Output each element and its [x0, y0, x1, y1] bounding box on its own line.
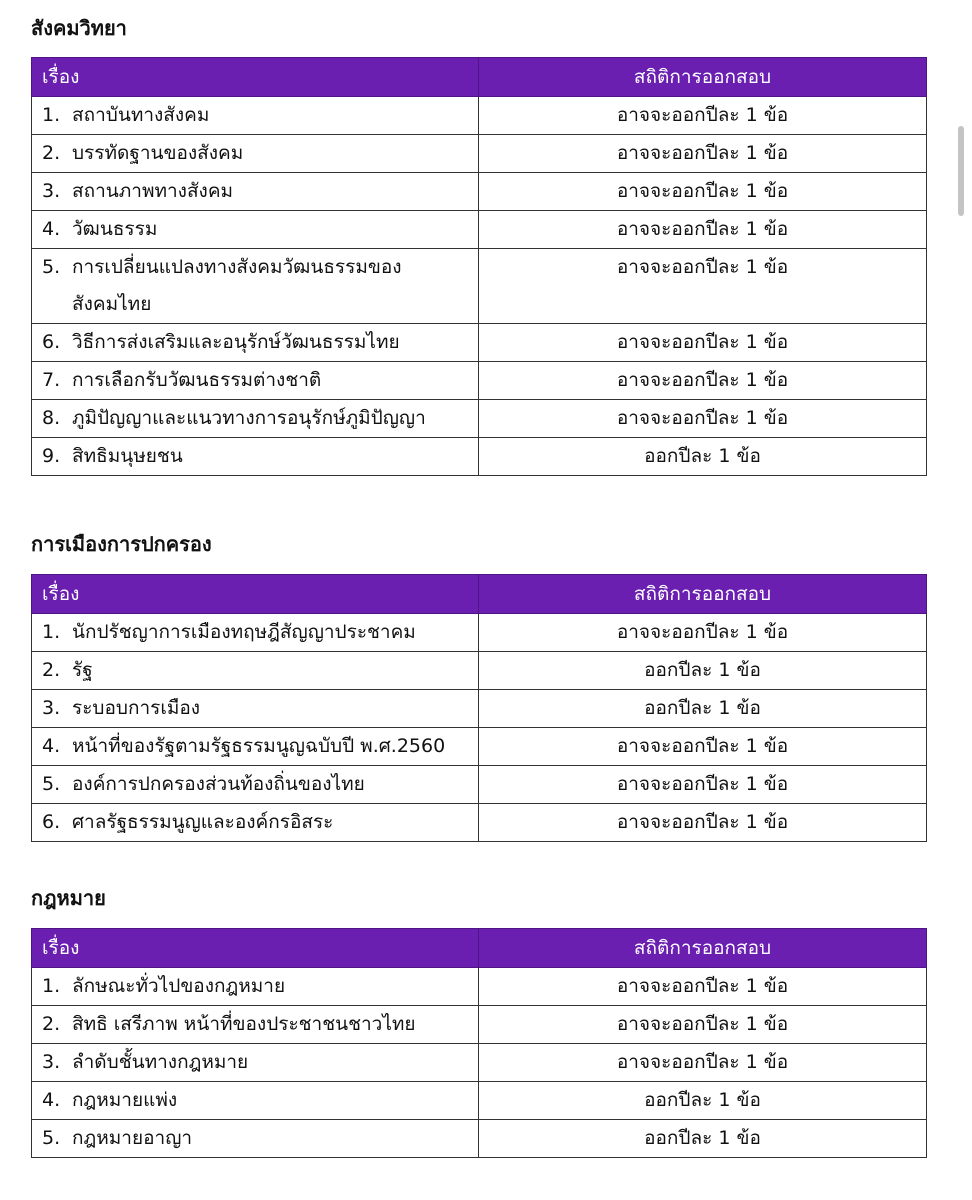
topic-cell [32, 652, 479, 690]
row-number: 4. [42, 735, 61, 757]
table-row [32, 652, 927, 690]
row-number: 8. [42, 407, 61, 429]
table-row [32, 804, 927, 842]
topic-text: ระบอบการเมือง [72, 697, 201, 719]
table-row [32, 728, 927, 766]
row-number: 6. [42, 811, 61, 833]
topic-cell [32, 135, 479, 173]
topic-cell [32, 324, 479, 362]
table-row [32, 614, 927, 652]
stat-cell: อาจจะออกปีละ 1 ข้อ [479, 97, 927, 135]
section-law [31, 884, 926, 1149]
stat-cell: ออกปีละ 1 ข้อ [479, 690, 927, 728]
table-row [32, 1082, 927, 1120]
stat-cell: อาจจะออกปีละ 1 ข้อ [479, 211, 927, 249]
section-title: การเมืองการปกครอง [31, 532, 212, 556]
row-number: 2. [42, 659, 61, 681]
row-number: 3. [42, 697, 61, 719]
topic-text: การเปลี่ยนแปลงทางสังคมวัฒนธรรมของสังคมไทย [72, 256, 402, 315]
stats-table [31, 57, 927, 476]
row-number: 4. [42, 218, 61, 240]
table-row [32, 173, 927, 211]
section-title: กฎหมาย [31, 886, 106, 910]
topic-text: สิทธิ เสรีภาพ หน้าที่ของประชาชนชาวไทย [72, 1013, 416, 1035]
vertical-scrollbar[interactable] [958, 126, 964, 216]
stat-cell: อาจจะออกปีละ 1 ข้อ [479, 173, 927, 211]
column-header-stat: สถิติการออกสอบ [479, 929, 927, 968]
stat-cell: ออกปีละ 1 ข้อ [479, 652, 927, 690]
stat-cell: อาจจะออกปีละ 1 ข้อ [479, 766, 927, 804]
stat-cell: อาจจะออกปีละ 1 ข้อ [479, 249, 927, 324]
row-number: 5. [42, 256, 61, 278]
section-sociology [31, 14, 926, 467]
topic-cell [32, 362, 479, 400]
topic-cell [32, 1082, 479, 1120]
row-number: 3. [42, 180, 61, 202]
stat-cell: ออกปีละ 1 ข้อ [479, 1120, 927, 1158]
row-number: 2. [42, 142, 61, 164]
stat-cell: อาจจะออกปีละ 1 ข้อ [479, 614, 927, 652]
topic-cell [32, 438, 479, 476]
table-row [32, 249, 927, 324]
stat-cell: อาจจะออกปีละ 1 ข้อ [479, 1006, 927, 1044]
table-row [32, 400, 927, 438]
topic-text: สิทธิมนุษยชน [72, 445, 183, 467]
topic-cell [32, 1006, 479, 1044]
topic-text: สถาบันทางสังคม [72, 104, 210, 126]
topic-cell [32, 173, 479, 211]
column-header-topic: เรื่อง [32, 58, 479, 97]
topic-cell [32, 1044, 479, 1082]
table-row [32, 968, 927, 1006]
topic-text: กฎหมายอาญา [72, 1127, 193, 1149]
stat-cell: ออกปีละ 1 ข้อ [479, 1082, 927, 1120]
topic-text: กฎหมายแพ่ง [72, 1089, 178, 1111]
topic-cell [32, 97, 479, 135]
row-number: 1. [42, 975, 61, 997]
stats-table [31, 928, 927, 1158]
topic-text: บรรทัดฐานของสังคม [72, 142, 244, 164]
stat-cell: อาจจะออกปีละ 1 ข้อ [479, 135, 927, 173]
stat-cell: อาจจะออกปีละ 1 ข้อ [479, 728, 927, 766]
topic-text: ลักษณะทั่วไปของกฎหมาย [72, 975, 286, 997]
topic-cell [32, 249, 479, 324]
stat-cell: อาจจะออกปีละ 1 ข้อ [479, 362, 927, 400]
table-row [32, 438, 927, 476]
topic-cell [32, 1120, 479, 1158]
topic-cell [32, 614, 479, 652]
table-row [32, 211, 927, 249]
column-header-stat: สถิติการออกสอบ [479, 575, 927, 614]
table-header-row [32, 575, 927, 614]
stat-cell: ออกปีละ 1 ข้อ [479, 438, 927, 476]
row-number: 6. [42, 331, 61, 353]
table-row [32, 690, 927, 728]
topic-cell [32, 728, 479, 766]
table-row [32, 1044, 927, 1082]
topic-cell [32, 968, 479, 1006]
row-number: 1. [42, 104, 61, 126]
row-number: 3. [42, 1051, 61, 1073]
column-header-topic: เรื่อง [32, 575, 479, 614]
topic-text: ภูมิปัญญาและแนวทางการอนุรักษ์ภูมิปัญญา [72, 407, 426, 429]
row-number: 5. [42, 1127, 61, 1149]
row-number: 2. [42, 1013, 61, 1035]
topic-text: รัฐ [72, 659, 93, 681]
table-row [32, 97, 927, 135]
row-number: 4. [42, 1089, 61, 1111]
row-number: 7. [42, 369, 61, 391]
stats-table [31, 574, 927, 842]
table-row [32, 135, 927, 173]
topic-cell [32, 690, 479, 728]
section-title: สังคมวิทยา [31, 16, 127, 40]
topic-text: ลำดับชั้นทางกฎหมาย [72, 1051, 249, 1073]
table-row [32, 324, 927, 362]
stat-cell: อาจจะออกปีละ 1 ข้อ [479, 400, 927, 438]
topic-text: วิธีการส่งเสริมและอนุรักษ์วัฒนธรรมไทย [72, 331, 400, 353]
column-header-topic: เรื่อง [32, 929, 479, 968]
table-row [32, 766, 927, 804]
table-row [32, 362, 927, 400]
topic-text: นักปรัชญาการเมืองทฤษฎีสัญญาประชาคม [72, 621, 416, 643]
table-row [32, 1120, 927, 1158]
topic-text: หน้าที่ของรัฐตามรัฐธรรมนูญฉบับปี พ.ศ.2560 [72, 735, 446, 757]
section-politics [31, 530, 926, 833]
topic-text: การเลือกรับวัฒนธรรมต่างชาติ [72, 369, 322, 391]
stat-cell: อาจจะออกปีละ 1 ข้อ [479, 324, 927, 362]
stat-cell: อาจจะออกปีละ 1 ข้อ [479, 1044, 927, 1082]
stat-cell: อาจจะออกปีละ 1 ข้อ [479, 804, 927, 842]
table-header-row [32, 58, 927, 97]
table-row [32, 1006, 927, 1044]
table-header-row [32, 929, 927, 968]
topic-text: องค์การปกครองส่วนท้องถิ่นของไทย [72, 773, 365, 795]
topic-text: วัฒนธรรม [72, 218, 158, 240]
topic-text: ศาลรัฐธรรมนูญและองค์กรอิสระ [72, 811, 334, 833]
topic-cell [32, 400, 479, 438]
topic-cell [32, 211, 479, 249]
row-number: 9. [42, 445, 61, 467]
topic-cell [32, 766, 479, 804]
topic-text: สถานภาพทางสังคม [72, 180, 234, 202]
topic-cell [32, 804, 479, 842]
row-number: 5. [42, 773, 61, 795]
row-number: 1. [42, 621, 61, 643]
stat-cell: อาจจะออกปีละ 1 ข้อ [479, 968, 927, 1006]
column-header-stat: สถิติการออกสอบ [479, 58, 927, 97]
